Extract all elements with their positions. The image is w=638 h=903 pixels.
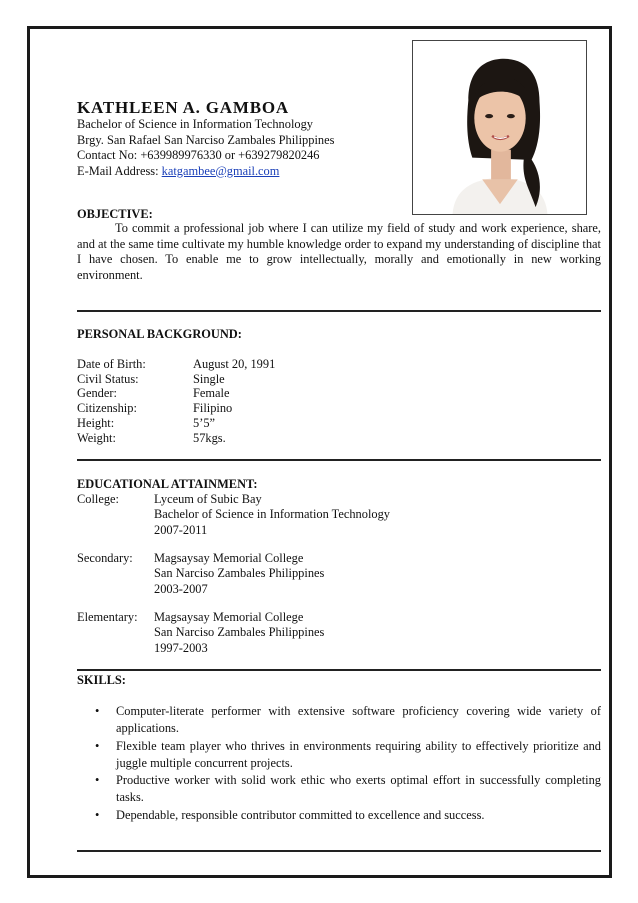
personal-row: [77, 386, 275, 401]
personal-row: [77, 357, 275, 372]
school-name: Lyceum of Subic Bay: [154, 492, 262, 506]
education-secondary: [77, 551, 324, 597]
education-level-label: Secondary:: [77, 551, 133, 565]
bullet-icon: •: [95, 807, 100, 822]
education-college: [77, 492, 390, 538]
bullet-icon: •: [95, 704, 100, 718]
education-elementary: [77, 610, 324, 656]
education-level-label: College:: [77, 492, 119, 506]
school-years: 2003-2007: [154, 581, 208, 596]
objective-title: OBJECTIVE:: [77, 207, 153, 221]
field-label: Gender:: [77, 386, 117, 401]
list-item: [77, 772, 601, 806]
objective-text: To commit a professional job where I can utilize my field of study and work experience, share, and at the same time cultivate my humble knowledge order to expand my understanding of discipline that I have chosen. To enable me to grow intellectually, morally and emotionally in new working environment.: [77, 221, 601, 282]
degree-line: Bachelor of Science in Information Technology: [77, 117, 313, 131]
candidate-name: KATHLEEN A. GAMBOA: [77, 98, 289, 117]
school-years: 1997-2003: [154, 640, 208, 655]
objective-paragraph: [77, 221, 601, 283]
divider: [77, 310, 601, 312]
school-address: San Narciso Zambales Philippines: [154, 566, 325, 581]
email-label: E-Mail Address:: [77, 163, 162, 178]
school-name: Magsaysay Memorial College: [154, 610, 304, 624]
skill-text: Productive worker with solid work ethic who exerts optimal effort in successfully completing tasks.: [116, 773, 601, 804]
skill-text: Flexible team player who thrives in environments requiring ability to effectively prioritize and juggle multiple concurrent projects.: [116, 738, 601, 770]
personal-row: [77, 431, 275, 446]
school-name: Magsaysay Memorial College: [154, 551, 304, 565]
divider: [77, 850, 601, 852]
skill-text: Computer-literate performer with extensive software proficiency covering wide variety of applications.: [116, 704, 601, 735]
email-link[interactable]: katgambee@gmail.com: [161, 163, 280, 178]
list-item: [77, 807, 601, 824]
field-value: 57kgs.: [193, 430, 226, 445]
school-years: 2007-2011: [154, 522, 208, 537]
education-title: EDUCATIONAL ATTAINMENT:: [77, 477, 258, 491]
school-address: San Narciso Zambales Philippines: [154, 625, 325, 640]
personal-row: [77, 372, 275, 387]
field-value: 5’5”: [193, 415, 216, 430]
skills-title: SKILLS:: [77, 673, 126, 687]
personal-row: [77, 416, 275, 431]
field-label: Date of Birth:: [77, 357, 146, 371]
education-level-label: Elementary:: [77, 610, 138, 624]
bullet-icon: •: [95, 738, 100, 753]
field-value: August 20, 1991: [193, 357, 276, 371]
skill-text: Dependable, responsible contributor committed to excellence and success.: [116, 807, 485, 822]
personal-title: PERSONAL BACKGROUND:: [77, 327, 242, 341]
contact-line: Contact No: +639989976330 or +639279820246: [77, 148, 320, 163]
field-value: Filipino: [193, 401, 233, 416]
field-label: Civil Status:: [77, 371, 139, 386]
divider: [77, 459, 601, 461]
bullet-icon: •: [95, 773, 100, 787]
email-line: [77, 164, 334, 180]
field-value: Female: [193, 386, 230, 401]
personal-row: [77, 401, 275, 416]
list-item: [77, 738, 601, 772]
divider: [77, 669, 601, 671]
list-item: [77, 703, 601, 737]
header-details: [77, 117, 334, 179]
personal-details: [77, 357, 275, 445]
field-label: Height:: [77, 415, 115, 430]
field-value: Single: [193, 371, 225, 386]
skills-list: [77, 703, 601, 824]
profile-photo-image: [413, 41, 586, 214]
course-name: Bachelor of Science in Information Technology: [154, 507, 390, 522]
field-label: Weight:: [77, 430, 116, 445]
address-line: Brgy. San Rafael San Narciso Zambales Philippines: [77, 132, 335, 147]
field-label: Citizenship:: [77, 401, 137, 416]
profile-photo: [412, 40, 587, 215]
